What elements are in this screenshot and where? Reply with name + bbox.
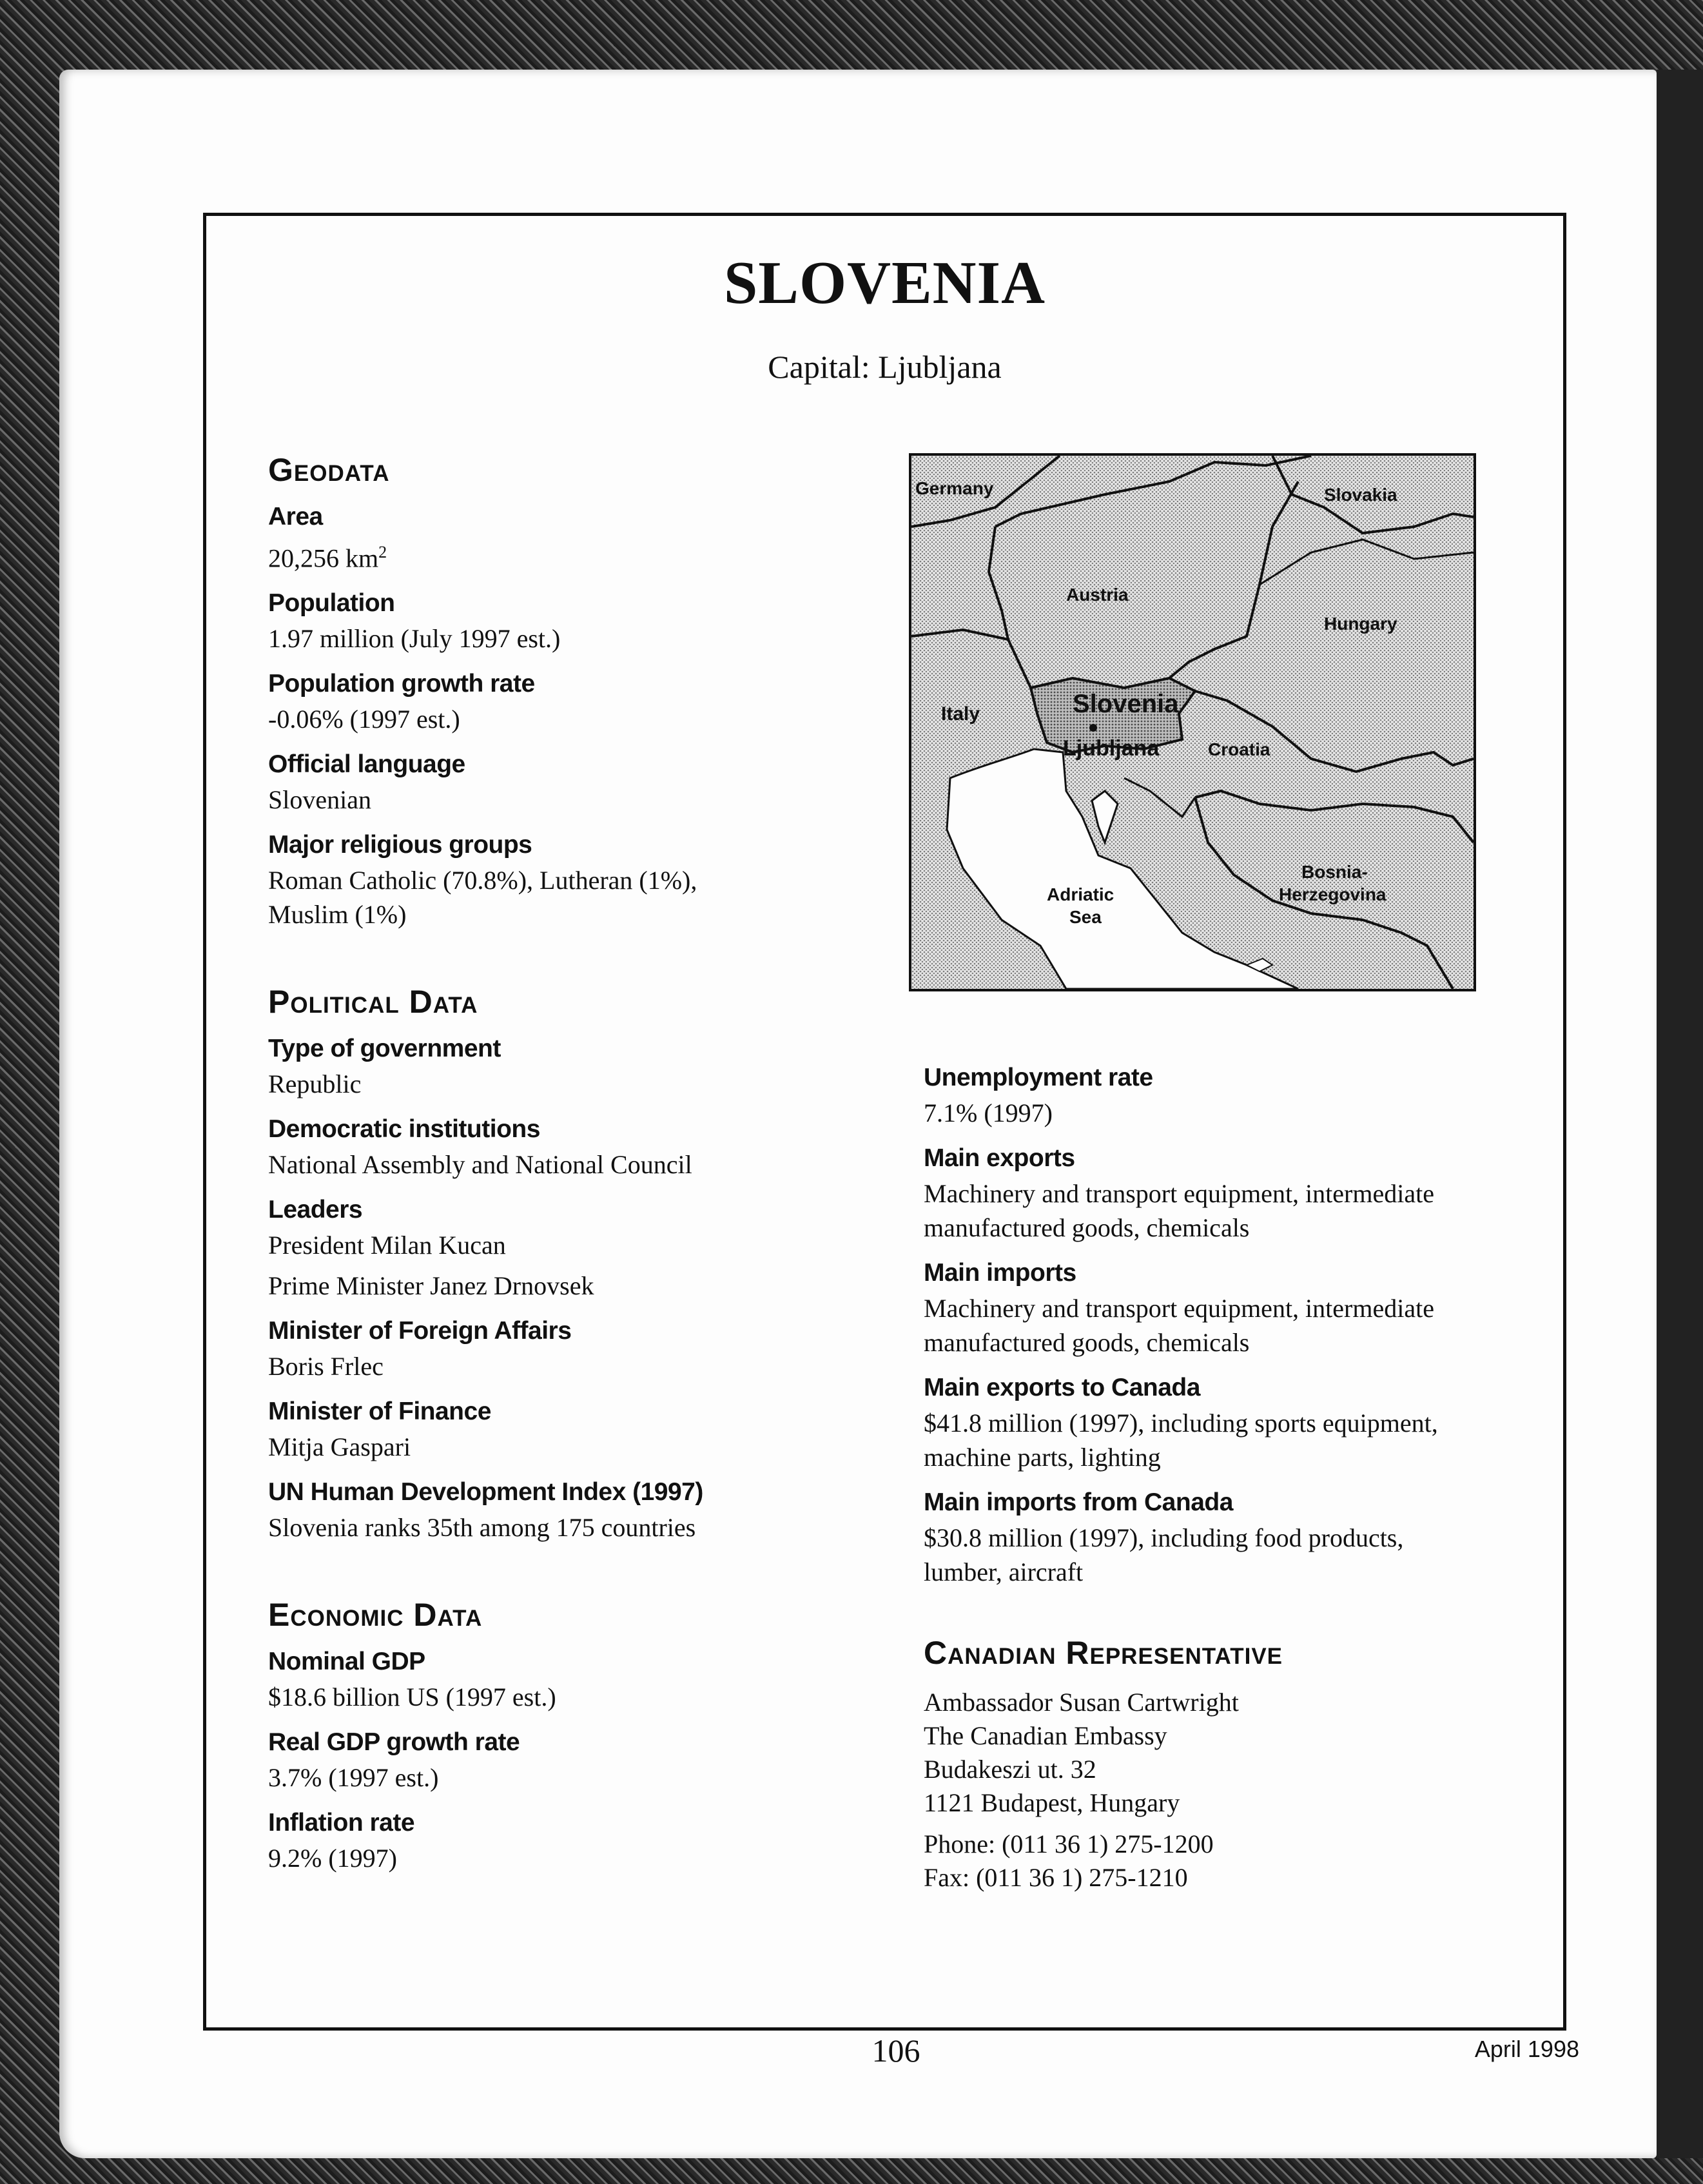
economic-heading: Economic Data [268,1597,483,1633]
language-field [268,750,913,817]
publication-date: April 1998 [1474,2036,1579,2062]
embassy-name: The Canadian Embassy [924,1721,1167,1750]
religion-value-2: Muslim (1%) [268,900,407,930]
map-label-sea: Sea [1069,907,1102,927]
inflation-field [268,1809,913,1875]
unemployment-label: Unemployment rate [924,1064,1153,1091]
page-title: SLOVENIA [723,249,1046,317]
leaders-value-1: President Milan Kucan [268,1231,506,1260]
imports-field [924,1259,1542,1360]
map-label-adriatic: Adriatic [1047,884,1114,904]
finance-value: Mitja Gaspari [268,1432,411,1462]
gdp-value: $18.6 billion US (1997 est.) [268,1682,556,1712]
religion-field [268,831,913,931]
imports-canada-field [924,1488,1542,1589]
exports-canada-field [924,1374,1542,1474]
representative-section [924,1634,1542,1895]
area-value: 20,256 $km^2$ [268,543,387,573]
gdp-field [268,1648,913,1714]
religion-label: Major religious groups [268,831,532,859]
map-label-slovakia: Slovakia [1324,485,1397,505]
embassy-city: 1121 Budapest, Hungary [924,1788,1180,1817]
language-value: Slovenian [268,785,371,815]
leaders-label: Leaders [268,1196,363,1224]
map-label-bosnia: Bosnia- [1301,862,1368,882]
real-gdp-value: 3.7% (1997 est.) [268,1763,439,1793]
hdi-value: Slovenia ranks 35th among 175 countries [268,1513,696,1543]
institutions-value: National Assembly and National Council [268,1150,692,1180]
embassy-street: Budakeszi ut. 32 [924,1755,1096,1784]
finance-label: Minister of Finance [268,1398,491,1426]
unemployment-field [924,1064,1542,1130]
hdi-label: UN Human Development Index (1997) [268,1478,703,1506]
representative-heading: Canadian Representative [924,1635,1283,1671]
language-label: Official language [268,750,465,779]
real-gdp-label: Real GDP growth rate [268,1728,520,1757]
imports-canada-value-1: $30.8 million (1997), including food products, [924,1523,1404,1552]
exports-canada-label: Main exports to Canada [924,1374,1200,1401]
geodata-heading: Geodata [268,452,390,488]
left-column [268,451,913,1927]
exports-value-2: manufactured goods, chemicals [924,1213,1250,1242]
geodata-section [268,451,913,931]
imports-canada-label: Main imports from Canada [924,1488,1233,1516]
government-label: Type of government [268,1035,501,1063]
foreign-affairs-field [268,1317,913,1383]
leaders-value-2: Prime Minister Janez Drnovsek [268,1271,594,1301]
map-label-hungary: Hungary [1324,614,1397,634]
map-label-italy: Italy [941,703,980,725]
gdp-label: Nominal GDP [268,1648,425,1676]
area-field [268,503,913,575]
foreign-affairs-label: Minister of Foreign Affairs [268,1317,572,1345]
population-field [268,589,913,656]
exports-field [924,1144,1542,1245]
capital-subtitle: Capital: Ljubljana [768,349,1002,385]
map-label-austria: Austria [1066,585,1129,605]
exports-value-1: Machinery and transport equipment, intermediate [924,1179,1434,1208]
region-map [909,453,1476,991]
embassy-phone: Phone: (011 36 1) 275-1200 [924,1829,1214,1858]
finance-field [268,1398,913,1464]
map-label-croatia: Croatia [1208,739,1270,759]
map-label-slovenia: Slovenia [1073,690,1179,718]
exports-canada-value-1: $41.8 million (1997), including sports equipment, [924,1409,1438,1438]
institutions-label: Democratic institutions [268,1115,540,1144]
religion-value-1: Roman Catholic (70.8%), Lutheran (1%), [268,866,697,895]
map-label-germany: Germany [915,478,994,498]
imports-value-2: manufactured goods, chemicals [924,1328,1250,1357]
growth-label: Population growth rate [268,670,535,698]
political-section [268,983,913,1545]
leaders-field [268,1196,913,1303]
ljubljana-dot [1089,724,1097,732]
hdi-field [268,1478,913,1545]
book-spine-edge [1657,70,1703,2158]
inflation-value: 9.2% (1997) [268,1844,397,1873]
unemployment-value: 7.1% (1997) [924,1098,1053,1127]
institutions-field [268,1115,913,1182]
map-label-herzegovina: Herzegovina [1279,884,1387,904]
right-column [924,1064,1542,1895]
embassy-fax: Fax: (011 36 1) 275-1210 [924,1863,1188,1892]
imports-label: Main imports [924,1259,1076,1287]
imports-canada-value-2: lumber, aircraft [924,1557,1084,1586]
exports-label: Main exports [924,1144,1075,1172]
political-heading: Political Data [268,984,478,1020]
map-label-ljubljana: Ljubljana [1063,736,1160,761]
area-label: Area [268,503,323,531]
exports-canada-value-2: machine parts, lighting [924,1443,1161,1472]
growth-field [268,670,913,736]
ambassador-name: Ambassador Susan Cartwright [924,1688,1239,1717]
inflation-label: Inflation rate [268,1809,415,1837]
population-label: Population [268,589,395,618]
government-field [268,1035,913,1101]
page-number: 106 [871,2033,920,2069]
government-value: Republic [268,1069,362,1099]
population-value: 1.97 million (July 1997 est.) [268,624,561,654]
economic-section [268,1596,913,1875]
foreign-affairs-value: Boris Frlec [268,1352,384,1381]
growth-value: -0.06% (1997 est.) [268,705,460,734]
imports-value-1: Machinery and transport equipment, intermediate [924,1294,1434,1323]
real-gdp-field [268,1728,913,1795]
